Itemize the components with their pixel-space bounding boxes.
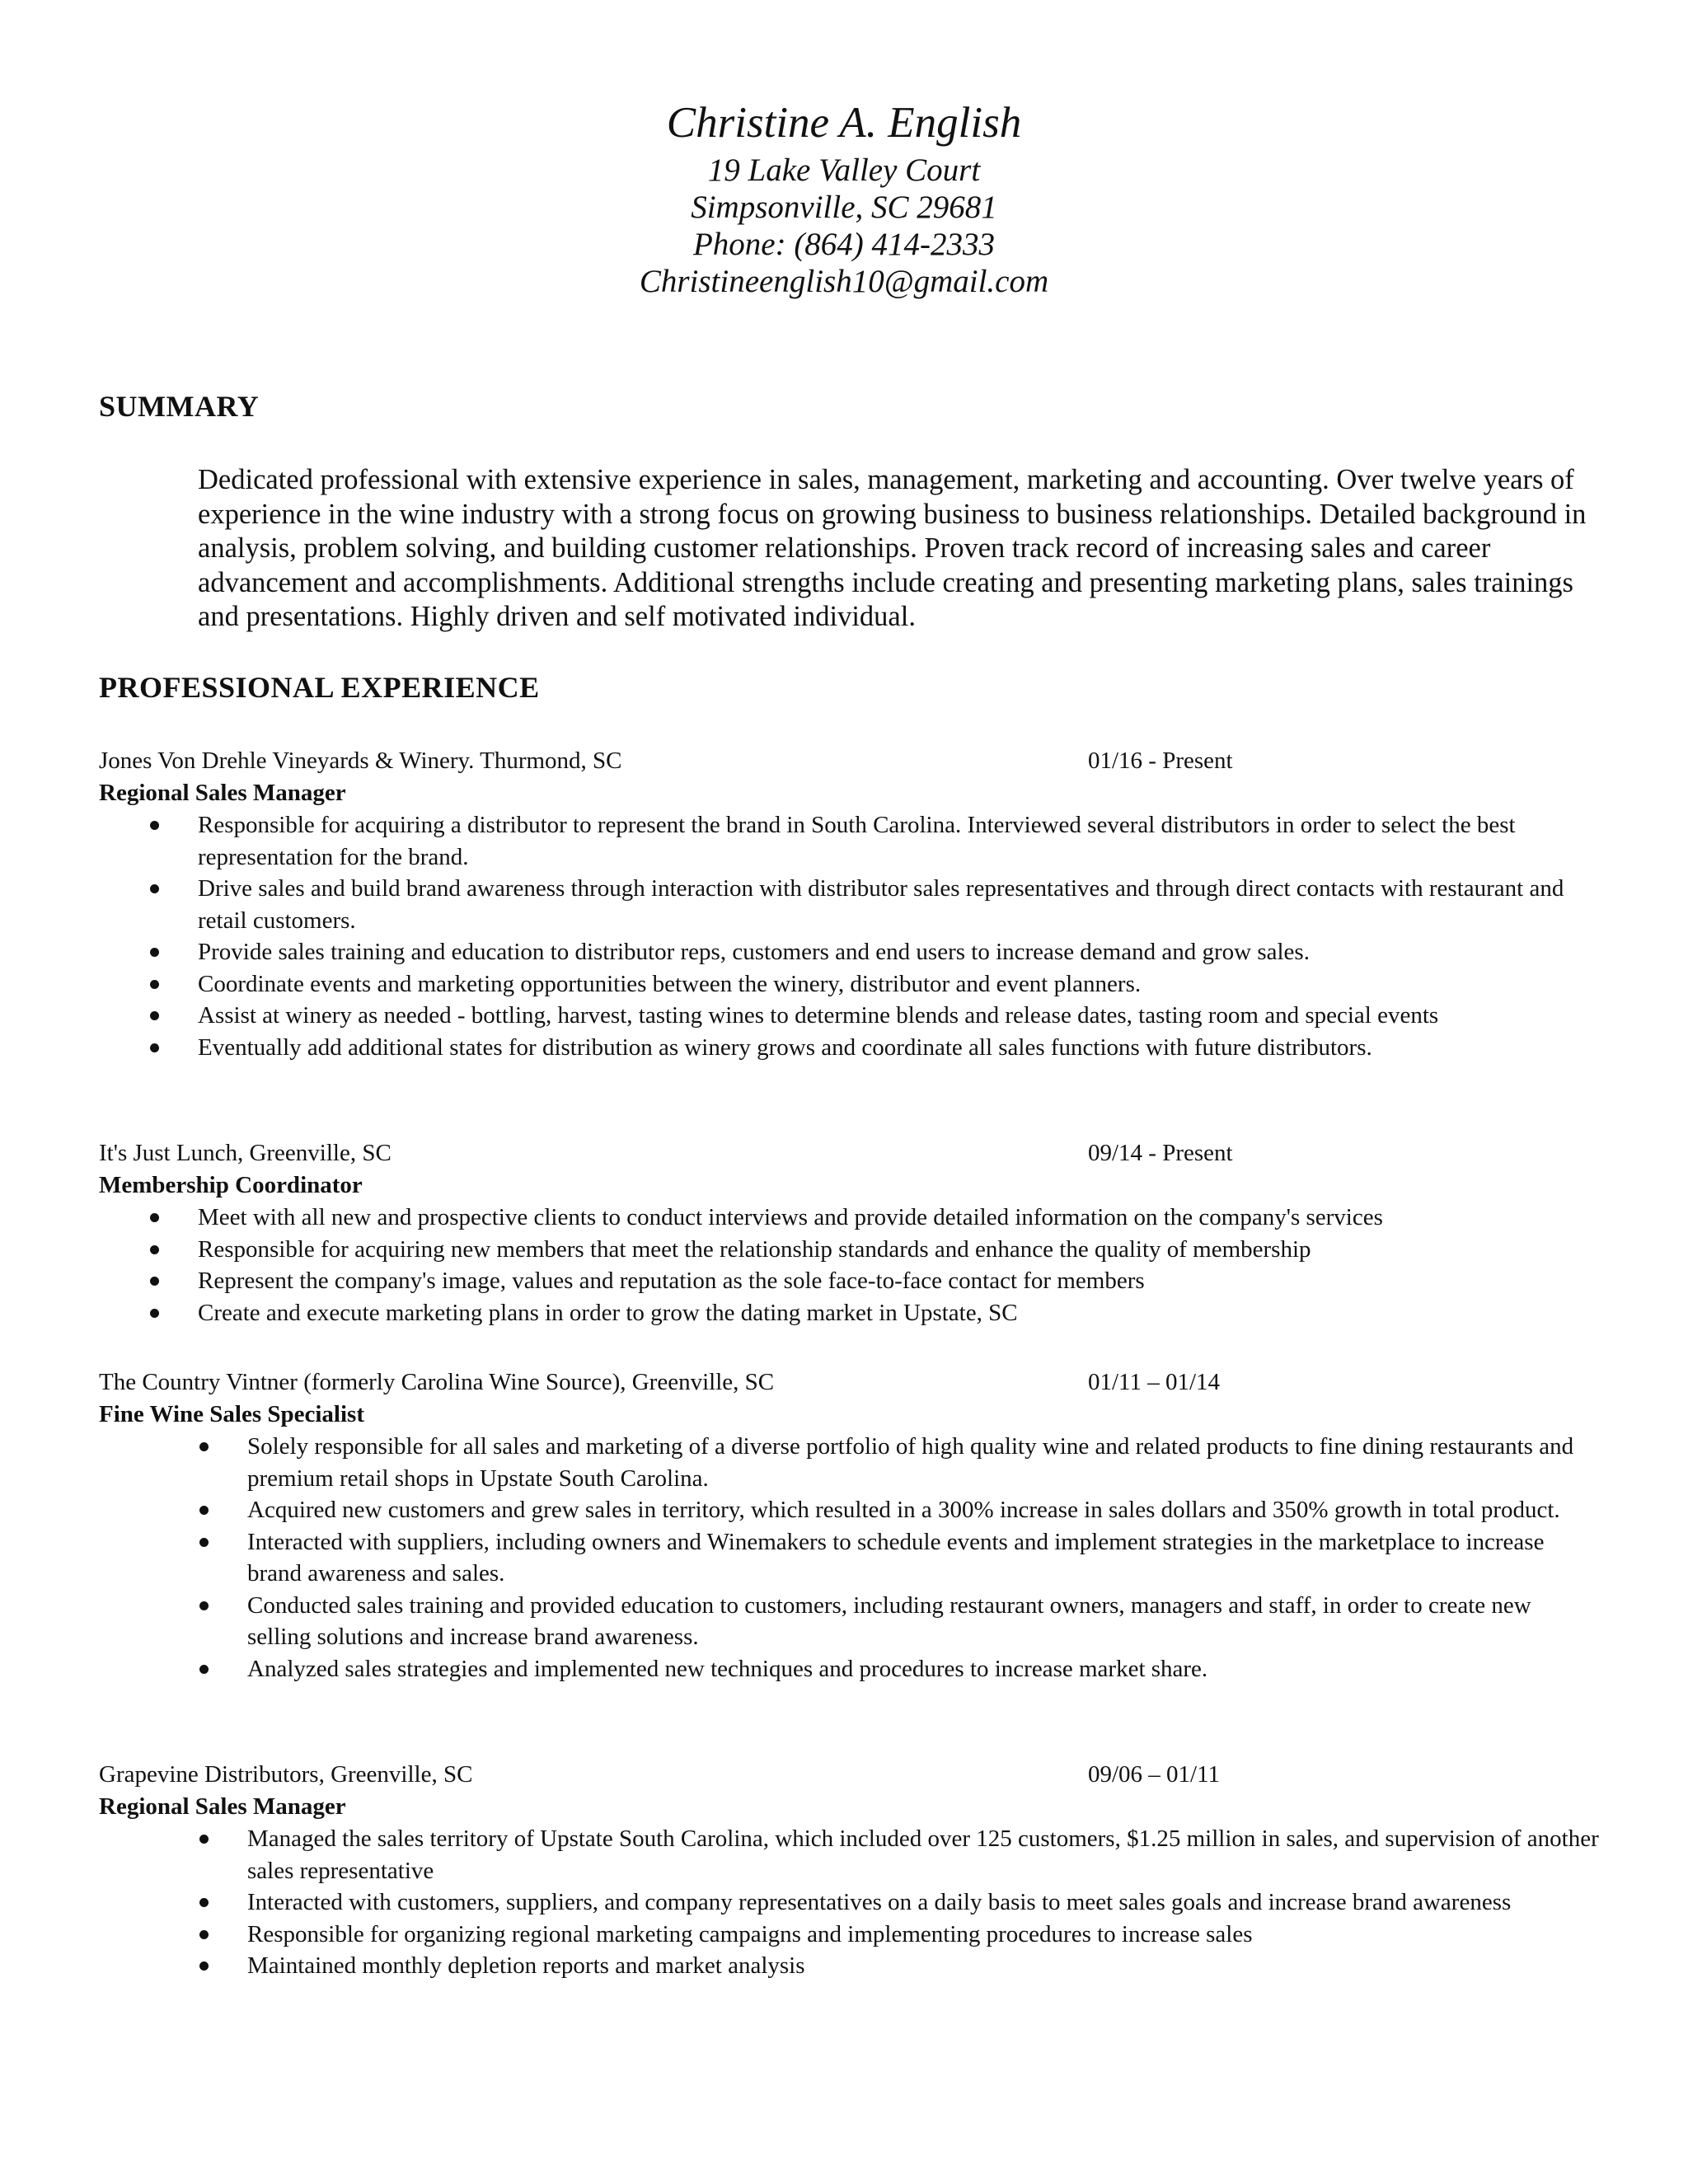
job-bullet [99,1494,1599,1526]
job-dates: 01/16 - Present [1088,748,1233,774]
job-entry [99,1137,1599,1329]
job-bullet [99,1032,1599,1064]
experience-heading: PROFESSIONAL EXPERIENCE [99,671,540,704]
job-header [99,745,1599,776]
job-company: Grapevine Distributors, Greenville, SC [99,1761,473,1788]
bullet-dot-icon [199,1930,209,1939]
bullet-dot-icon [150,948,159,957]
bullet-dot-icon [150,980,159,989]
job-bullet [99,1823,1599,1886]
job-entry [99,1759,1599,1982]
contact-header [0,94,1688,300]
job-bullet [99,968,1599,1001]
job-bullets [99,809,1599,1063]
job-bullet [99,809,1599,873]
bullet-text: Create and execute marketing plans in order to grow the dating market in Upstate, SC [198,1299,1018,1326]
bullet-dot-icon [199,1442,209,1451]
bullet-text: Represent the company's image, values and reputation as the sole face-to-face contact for members [198,1268,1145,1294]
bullet-dot-icon [150,821,159,830]
job-bullet [99,1000,1599,1032]
job-bullet [99,1431,1599,1494]
bullet-dot-icon [199,1665,209,1674]
bullet-text: Interacted with suppliers, including owners and Winemakers to schedule events and implement strategies in the marketplace to increase brand awareness and sales. [247,1528,1545,1586]
phone-number: Phone: (864) 414-2333 [692,227,996,262]
job-dates: 09/06 – 01/11 [1088,1761,1221,1788]
job-bullet [99,1202,1599,1234]
bullet-text: Responsible for acquiring a distributor to represent the brand in South Carolina. Interviewed several distributors in order to select the best representation for the brand. [198,812,1516,870]
job-bullets [99,1202,1599,1329]
bullet-text: Responsible for organizing regional marketing campaigns and implementing procedures to increase sales [247,1920,1253,1947]
bullet-text: Coordinate events and marketing opportunities between the winery, distributor and event planners. [198,970,1142,997]
job-bullet [99,1590,1599,1653]
bullet-dot-icon [199,1835,209,1844]
job-title: Membership Coordinator [99,1172,363,1198]
job-entry [99,1366,1599,1685]
bullet-dot-icon [199,1506,209,1515]
job-dates: 01/11 – 01/14 [1088,1369,1221,1395]
street-address: 19 Lake Valley Court [707,152,981,188]
bullet-text: Managed the sales territory of Upstate South Carolina, which included over 125 customers, $1.25 million in sales, and supervision of another sales representative [247,1825,1599,1884]
job-bullet [99,936,1599,968]
job-bullet [99,1653,1599,1685]
bullet-text: Meet with all new and prospective clients to conduct interviews and provide detailed information on the company's services [198,1204,1383,1230]
summary-heading: SUMMARY [99,390,260,423]
bullet-text: Acquired new customers and grew sales in territory, which resulted in a 300% increase in sales dollars and 350% growth in total product. [247,1497,1560,1523]
bullet-text: Analyzed sales strategies and implemented new techniques and procedures to increase market share. [247,1655,1208,1682]
job-header [99,1759,1599,1790]
bullet-text: Interacted with customers, suppliers, and company representatives on a daily basis to meet sales goals and increase brand awareness [247,1889,1512,1915]
bullet-text: Eventually add additional states for distribution as winery grows and coordinate all sales functions with future distributors. [198,1033,1372,1061]
bullet-text: Conducted sales training and provided education to customers, including restaurant owners, managers and staff, in order to create new selling solutions and increase brand awareness. [247,1591,1531,1650]
job-bullet [99,1526,1599,1590]
job-bullet [99,1297,1599,1329]
bullet-text: Maintained monthly depletion reports and market analysis [247,1952,805,1979]
bullet-dot-icon [150,1043,159,1052]
bullet-dot-icon [199,1898,209,1907]
bullet-dot-icon [199,1961,209,1971]
job-header [99,1137,1599,1169]
city-state-zip: Simpsonville, SC 29681 [691,190,997,225]
bullet-dot-icon [150,1245,159,1254]
bullet-text: Provide sales training and education to distributor reps, customers and end users to increase demand and grow sales. [198,939,1310,965]
job-company: The Country Vintner (formerly Carolina Wine Source), Greenville, SC [99,1369,775,1395]
job-bullet [99,873,1599,936]
job-company: It's Just Lunch, Greenville, SC [99,1140,392,1166]
job-entry [99,745,1599,1063]
bullet-dot-icon [150,1277,159,1286]
summary-paragraph: Dedicated professional with extensive experience in sales, management, marketing and accounting. Over twelve years of experience in the wine industry with a strong focus on growing business to business relationships. Detailed background in analysis, problem solving, and building customer relationships. Proven track record of increasing sales and career advancement and accomplishments. Additional strengths include creating and presenting marketing plans, sales trainings and presentations. Highly driven and self motivated individual. [198,464,1587,632]
job-bullets [99,1431,1599,1685]
job-bullet [99,1234,1599,1266]
job-bullet [99,1265,1599,1297]
bullet-dot-icon [199,1538,209,1547]
job-title: Regional Sales Manager [99,780,346,806]
candidate-name: Christine A. English [666,99,1022,147]
bullet-dot-icon [150,1011,159,1020]
job-title: Fine Wine Sales Specialist [99,1401,364,1427]
bullet-dot-icon [150,884,159,893]
bullet-dot-icon [150,1213,159,1222]
job-title: Regional Sales Manager [99,1793,346,1820]
bullet-text: Drive sales and build brand awareness through interaction with distributor sales representatives and through direct contacts with restaurant and retail customers. [198,875,1564,934]
job-bullet [99,1950,1599,1982]
job-company: Jones Von Drehle Vineyards & Winery. Thurmond, SC [99,748,622,774]
job-dates: 09/14 - Present [1088,1140,1233,1166]
bullet-text: Responsible for acquiring new members that meet the relationship standards and enhance the quality of membership [198,1235,1311,1263]
bullet-dot-icon [150,1309,159,1318]
job-bullets [99,1823,1599,1982]
job-bullet [99,1919,1599,1951]
bullet-text: Assist at winery as needed - bottling, harvest, tasting wines to determine blends and release dates, tasting room and special events [198,1002,1439,1029]
email-address: Christineenglish10@gmail.com [639,264,1049,299]
bullet-dot-icon [199,1601,209,1610]
job-header [99,1366,1599,1398]
job-bullet [99,1886,1599,1919]
bullet-text: Solely responsible for all sales and marketing of a diverse portfolio of high quality wine and related products to fine dining restaurants and premium retail shops in Upstate South Carolina. [247,1433,1574,1492]
